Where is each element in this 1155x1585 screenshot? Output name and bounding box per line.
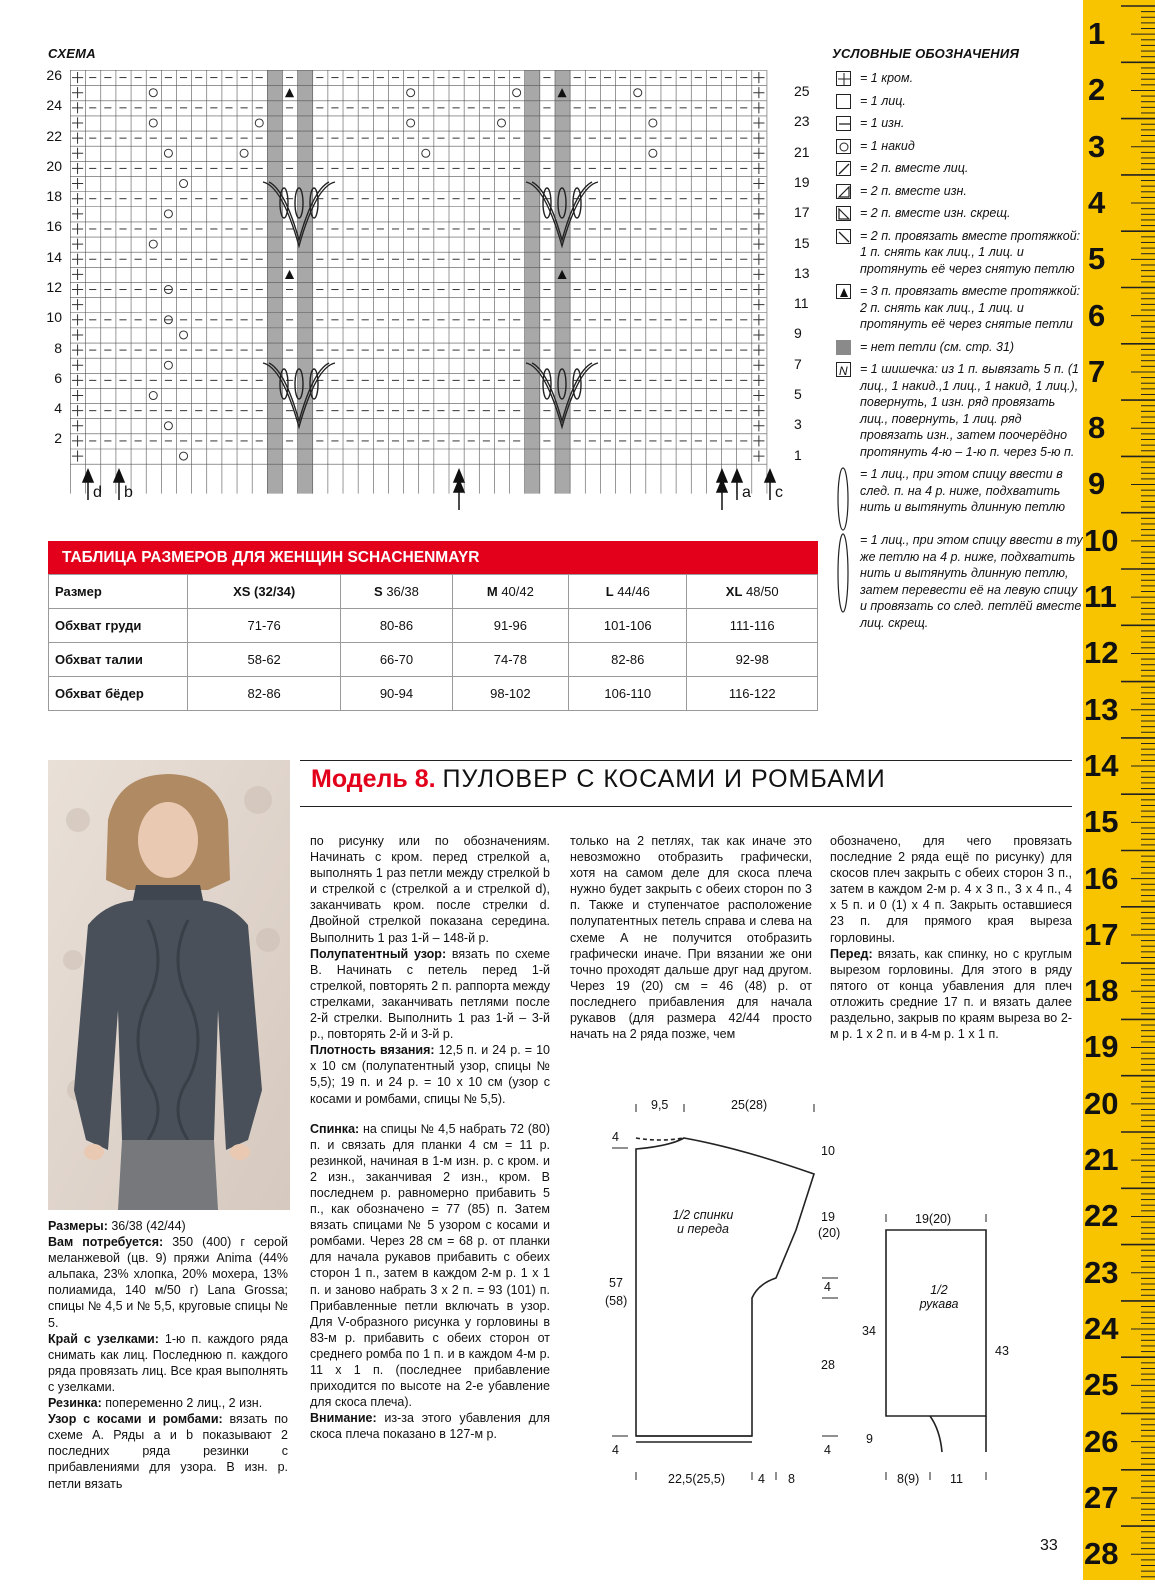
- ruler-number: 20: [1084, 1085, 1119, 1121]
- dim-4-top: 4: [612, 1130, 619, 1144]
- legend-item-yarnover: = 1 накид: [836, 138, 1086, 155]
- ruler-number: 1: [1088, 16, 1106, 51]
- svg-text:N: N: [839, 364, 848, 378]
- row-number-right: 9: [794, 325, 802, 342]
- ruler-number: 6: [1088, 297, 1106, 333]
- ruler-number: 4: [1088, 184, 1106, 220]
- knitting-chart: [70, 70, 790, 515]
- row-number-right: 13: [794, 264, 810, 281]
- legend-title: УСЛОВНЫЕ ОБОЗНАЧЕНИЯ: [832, 46, 1020, 61]
- knit-stitch-icon: [836, 94, 851, 109]
- text-column-1: Размеры: 36/38 (42/44) Вам потребуется: 350 (400) г серой меланжевой (цв. 9) пряжи Anima (44% альпака, 23% хлопка, 20% мохера, 13% полиамида, 140 м/50 г) Lana Grossa; спицы № 4,5 и № 5,5, круговые спицы № 5. Край с узелками: 1-ю п. каждого ряда снимать как лиц. Последнюю п. каждого ряда провязать лиц. Все края выполнять с узелками. Резинка: попеременно 2 лиц., 2 изн. Узор с косами и ромбами: вязать по схеме А. Ряды a и b показывают 2 последних ряда резинки с прибавлениями для узора. В изн. р. петли вязать: [48, 1219, 289, 1491]
- text-column-4: обозначено, для чего провязать последние 2 ряда ещё по рисунку) для скосов плеч закрыть с обеих сторон 3 п., затем в каждом 2-м р. 4 х 3 п., 3 х 4 п., 4 х 5 п. и 0 (1) х 4 п. Закрыть оставшиеся 23 п. для прямого края выреза горловины. Перед: вязать, как спинку, но с круглым вырезом горловины. Для этого в ряду пятого от конца убавления для плеч отложить средние 17 п. и вязать далее раздельно, закрыв по краям выреза во 2-м р. 1 х 2 п. и в 4-м р. 1 х 1 п.: [830, 834, 1072, 1042]
- purl-stitch-icon: [836, 116, 851, 131]
- ruler-number: 16: [1084, 860, 1119, 896]
- row-number-left: 8: [54, 339, 62, 356]
- body-label: 1/2 спинки и переда: [672, 1208, 734, 1236]
- arrow-label-d: d: [93, 484, 102, 501]
- row-number-left: 10: [46, 309, 62, 326]
- ruler-number: 8: [1088, 410, 1106, 446]
- title-rule-bottom: [300, 806, 1072, 807]
- ruler-number: 12: [1084, 635, 1119, 671]
- dim-4-side: 4: [824, 1280, 831, 1294]
- ssk-icon: [836, 229, 851, 244]
- legend-item-no-stitch: = нет петли (см. стр. 31): [836, 339, 1086, 356]
- dim-8-9: 8(9): [897, 1472, 920, 1486]
- dim-34: 34: [862, 1324, 876, 1338]
- ruler-number: 2: [1088, 72, 1106, 108]
- no-stitch-column: [555, 70, 570, 494]
- legend-item-edge: = 1 кром.: [836, 70, 1086, 87]
- row-number-right: 3: [794, 416, 802, 433]
- ruler-number: 14: [1084, 747, 1119, 783]
- edge-stitch-icon: [836, 71, 851, 86]
- dim-4-bottom: 4: [612, 1443, 619, 1457]
- no-stitch-column: [298, 70, 313, 494]
- size-header-label: Размер: [49, 575, 188, 609]
- row-number-left: 14: [46, 248, 62, 265]
- table-row: Обхват груди 71-76 80-86 91-96 101-106 111-116: [49, 609, 818, 643]
- ruler-number: 26: [1084, 1423, 1119, 1459]
- scheme-title: СХЕМА: [48, 46, 96, 61]
- legend-item-p2tog-tbl: = 2 п. вместе изн. скрещ.: [836, 205, 1086, 222]
- dim-19-20: 19(20): [915, 1212, 952, 1226]
- dim-19: 19: [821, 1210, 835, 1224]
- dim-9: 9: [866, 1432, 873, 1446]
- ruler-number: 23: [1084, 1254, 1119, 1290]
- legend-item-purl: = 1 изн.: [836, 115, 1086, 132]
- dim-43: 43: [995, 1344, 1009, 1358]
- row-number-right: 21: [794, 143, 810, 160]
- row-number-left: 26: [46, 67, 62, 83]
- dim-11: 11: [950, 1472, 963, 1486]
- row-number-right: 25: [794, 83, 810, 100]
- row-number-right: 17: [794, 204, 810, 221]
- ruler-number: 15: [1084, 804, 1119, 840]
- text-column-2: по рисунку или по обозначениям. Начинать с кром. перед стрелкой a, выполнять 1 раз петли между стрелкой b и стрелкой с (стрелкой a и стрелкой d), заканчивать кром. после стрелки d. Двойной стрелкой показана середина. Выполнить 1 раз 1-й – 148-й р. Полупатентный узор: вязать по схеме В. Начинать с петель перед 1-й стрелкой, повторять 2 п. раппорта между стрелками, заканчивать петлями после 2-й стрелки. Выполнить 1 раз 1-й – 3-й р., повторять 2-й и 3-й р. Плотность вязания: 12,5 п. и 24 р. = 10 х 10 см (полупатентный узор, спицы № 5,5); 19 п. и 24 р. = 10 х 10 см (узор с косами и ромбами, спицы № 5,5). Спинка: на спицы № 4,5 набрать 72 (80) п. и связать для планки 4 см = 11 р. резинкой, начиная в 1-м изн. р. с кром. и 2 изн., заканчивая 2 изн., кром. В последнем р. равномерно прибавить 5 п., как обозначено = 77 (85) п. Затем вязать спицами № 5 узором с косами и ромбами. Через 28 см = 68 р. от планки для начала рукавов прибавить с обеих сторон 1 п., затем в каждом 2-м р. 1 х 1 п. и заново набрать 3 х 2 п. = 93 (101) п. Прибавленные петли включать в узор. Для V-образного рисунка у горловины в 83-м р. прибавить с обеих сторон от среднего ромба по 1 п. и в каждом 4-м р. 11 х 1 п. (последнее прибавление приходится по высоте на 2-е убавление для скоса плеча). Внимание: из-за этого убавления для скоса плеча показано в 127-м р.: [310, 834, 550, 1442]
- row-number-right: 1: [794, 446, 802, 463]
- row-number-right: 19: [794, 173, 810, 190]
- ruler-number: 22: [1084, 1198, 1119, 1234]
- arrow-label-c: c: [775, 484, 783, 501]
- arrow-label-b: b: [124, 484, 133, 501]
- ruler-number: 17: [1084, 916, 1119, 952]
- table-row: Обхват бёдер 82-86 90-94 98-102 106-110 116-122: [49, 677, 818, 711]
- dim-8: 8: [788, 1472, 795, 1486]
- size-s: S 36/38: [341, 575, 452, 609]
- dim-10: 10: [821, 1144, 835, 1158]
- yarn-over-icon: [836, 139, 851, 154]
- ruler-number: 5: [1088, 241, 1106, 277]
- model-photo: [48, 760, 290, 1210]
- size-m: M 40/42: [452, 575, 569, 609]
- row-number-right: 15: [794, 234, 810, 251]
- ruler-number: 21: [1084, 1142, 1119, 1177]
- row-number-left: 22: [46, 127, 62, 144]
- legend-item-knit: = 1 лиц.: [836, 93, 1086, 110]
- no-stitch-column: [525, 70, 540, 494]
- size-table-title: ТАБЛИЦА РАЗМЕРОВ ДЛЯ ЖЕНЩИН SCHACHENMAYR: [48, 541, 818, 575]
- size-l: L 44/46: [569, 575, 687, 609]
- ruler-number: 9: [1088, 466, 1106, 502]
- row-number-right: 23: [794, 113, 810, 130]
- ruler-number: 11: [1084, 579, 1117, 614]
- no-stitch-column: [267, 70, 282, 494]
- table-row: Обхват талии 58-62 66-70 74-78 82-86 92-98: [49, 643, 818, 677]
- model-title: Модель 8. ПУЛОВЕР С КОСАМИ И РОМБАМИ: [311, 765, 886, 793]
- dim-22-5: 22,5(25,5): [668, 1472, 725, 1486]
- chart-arrows: [70, 468, 800, 518]
- sleeve-label: 1/2 рукава: [919, 1283, 959, 1311]
- ruler-number: 10: [1084, 522, 1119, 558]
- size-table-header: [49, 575, 818, 609]
- dim-57: 57: [609, 1276, 623, 1290]
- p2tog-tbl-icon: [836, 206, 851, 221]
- dim-9-5: 9,5: [651, 1098, 669, 1112]
- legend: [836, 70, 1086, 637]
- ruler-number: 19: [1084, 1029, 1119, 1065]
- dim-58: (58): [605, 1294, 628, 1308]
- long-loop-twisted-icon: [836, 532, 850, 619]
- dim-25-28: 25(28): [731, 1098, 768, 1112]
- legend-item-sk2p: = 3 п. провязать вместе протяжкой: 2 п. снять как лиц., 1 лиц. и протянуть её через снятые петли: [836, 283, 1086, 333]
- size-xl: XL 48/50: [687, 575, 818, 609]
- text-column-3: только на 2 петлях, так как иначе это невозможно отобразить графически, хотя на самом деле для скоса плеча нужно будет закрыть с обеих сторон по 3 п. Также и ступенчатое расположение полупатентных петель справа и слева на схеме А не получится отобразить графически иначе. При вязании же они точно проходят дальше друг над другом. Через 19 (20) см = 46 (48) р. от последнего прибавления для начала рукавов (для размера 42/44 просто начать на 2 ряда позже, чем: [570, 834, 812, 1042]
- legend-item-p2tog: = 2 п. вместе изн.: [836, 183, 1086, 200]
- ruler-number: 28: [1084, 1536, 1119, 1572]
- row-number-right: 7: [794, 355, 802, 372]
- long-loop-icon: [836, 466, 850, 537]
- ruler-number: 18: [1084, 973, 1119, 1009]
- legend-item-long-loop-twisted: = 1 лиц., при этом спицу ввести в ту же петлю на 4 р. ниже, подхватить нить и вытянуть длинную петлю, затем перевести её на левую спицу и провязать со след. петлёй вместе лиц. скрещ.: [836, 532, 1086, 631]
- row-number-left: 18: [46, 188, 62, 205]
- k2tog-icon: [836, 161, 851, 176]
- ruler-number: 7: [1088, 353, 1106, 389]
- size-xs: XS (32/34): [188, 575, 341, 609]
- ruler-number: 13: [1084, 691, 1119, 727]
- bobble-icon: [836, 362, 851, 377]
- size-table: [48, 574, 818, 711]
- p2tog-icon: [836, 184, 851, 199]
- ruler-number: 25: [1084, 1367, 1119, 1403]
- legend-item-ssk: = 2 п. провязать вместе протяжкой: 1 п. снять как лиц., 1 лиц. и протянуть её через снятую петлю: [836, 228, 1086, 278]
- title-rule-top: [300, 760, 1072, 761]
- row-number-left: 16: [46, 218, 62, 235]
- page-number: 33: [1040, 1537, 1058, 1554]
- dim-20: (20): [818, 1226, 841, 1240]
- ruler-number: 24: [1084, 1310, 1119, 1346]
- dim-28: 28: [821, 1358, 835, 1372]
- ruler-number: 27: [1084, 1479, 1119, 1515]
- arrow-label-a: a: [742, 484, 751, 501]
- legend-item-k2tog: = 2 п. вместе лиц.: [836, 160, 1086, 177]
- no-stitch-icon: [836, 340, 851, 355]
- row-number-left: 24: [46, 97, 62, 114]
- dim-4-bottom-right: 4: [824, 1443, 831, 1457]
- row-number-right: 11: [794, 295, 809, 312]
- legend-item-long-loop: = 1 лиц., при этом спицу ввести в след. п. на 4 р. ниже, подхватить нить и вытянуть длинную петлю: [836, 466, 1086, 526]
- ruler-number: 3: [1088, 128, 1106, 164]
- dim-4-hem: 4: [758, 1472, 765, 1486]
- legend-item-bobble: N = 1 шишечка: из 1 п. вывязать 5 п. (1 лиц., 1 накид.,1 лиц., 1 накид, 1 лиц.), повернуть, 1 изн. ряд провязать лиц., повернуть, 1 лиц. ряд провязать изн., затем поочерёдно протянуть 4-ю – 1-ю п. через 5-ю п.: [836, 361, 1086, 460]
- row-number-left: 20: [46, 157, 62, 174]
- row-number-right: 5: [794, 385, 802, 402]
- row-number-left: 6: [54, 369, 62, 386]
- row-number-left: 2: [54, 430, 62, 447]
- row-number-left: 4: [54, 400, 62, 417]
- row-number-left: 12: [46, 278, 62, 295]
- sk2p-icon: [836, 284, 851, 299]
